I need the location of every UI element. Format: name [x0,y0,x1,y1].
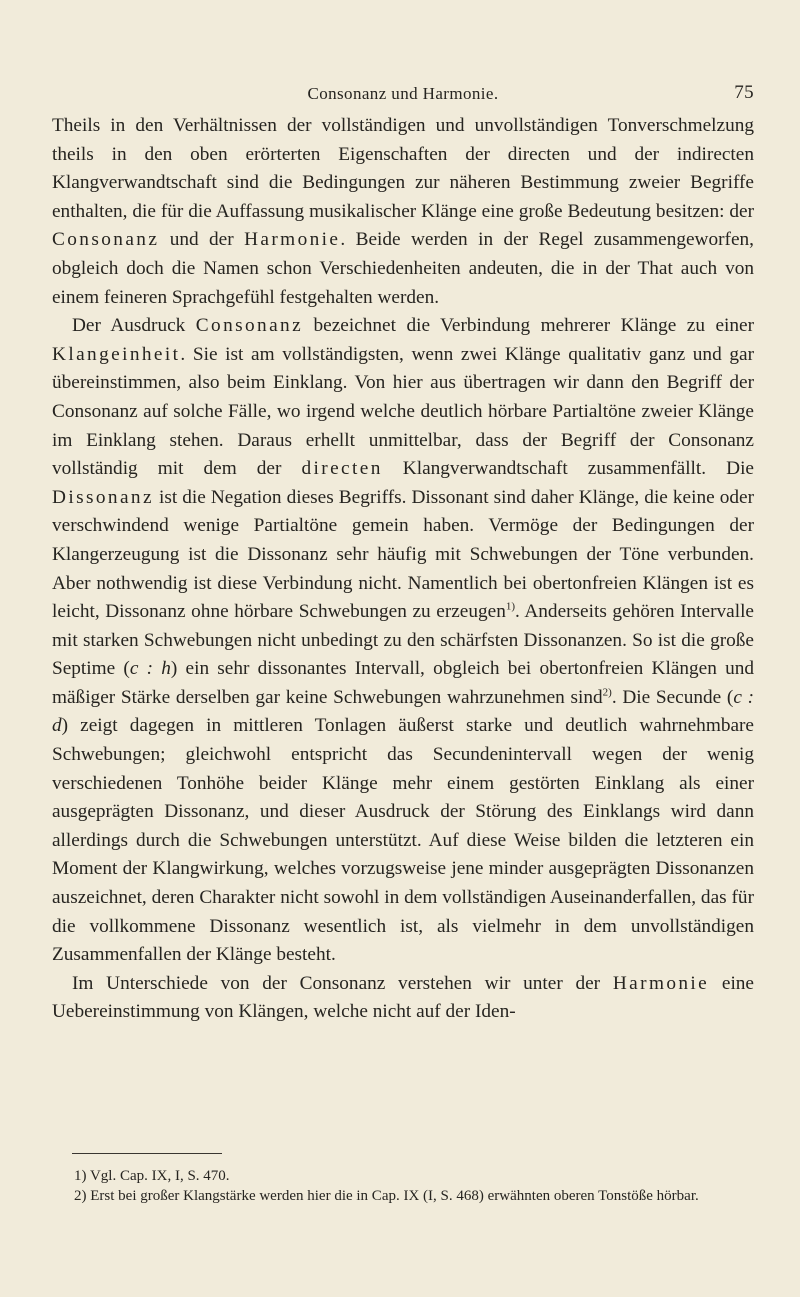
body-text [52,112,754,1027]
spaced-term: Harmonie [612,972,710,994]
spaced-term: directen [301,458,383,480]
italic-term: c : d [52,686,754,737]
spaced-term: Harmonie [244,229,341,251]
running-title: Consonanz und Harmonie. [307,84,499,103]
spaced-term: Dissonanz [52,486,154,508]
footnotes [52,1166,754,1206]
text-run: ) ein sehr dissonantes Intervall, obgleich bei obertonfreien Klängen und mäßiger Stärke derselben gar keine Schwebungen wahrzunehmen sind [52,658,754,708]
text-run: ) zeigt dagegen in mittleren Tonlagen äußerst starke und deutlich wahrnehmbare Schwebungen; gleichwohl entspricht das Secundenintervall wegen der wenig verschiedenen Tonhöhe beider Klänge mehr einem gestörten Einklang als einer ausgeprägten Dissonanz, und dieser Ausdruck der Störung des Einklangs wird dann allerdings durch die Schwebungen unterstützt. Auf diese Weise bilden die letzteren ein Moment der Klangwirkung, welches vorzugsweise jene minder ausgeprägten Dissonanzen auszeichnet, deren Charakter nicht sowohl in dem vollständigen Auseinanderfallen, das für die vollkommene Dissonanz wesentlich ist, als vielmehr in dem unvollständigen Zusammenfallen der Klänge besteht. [52,715,754,966]
page-number: 75 [734,82,754,103]
footnote-2: 2) Erst bei großer Klangstärke werden hier die in Cap. IX (I, S. 468) erwähnten oberen Tonstöße hörbar. [74,1188,699,1204]
running-header [52,84,754,108]
text-run: . Sie ist am vollständigsten, wenn zwei Klänge qualitativ ganz und gar übereinstimmen, also beim Einklang. Von hier aus übertragen wir dann den Begriff der Consonanz auf solche Fälle, wo irgend welche deutlich hörbare Partialtöne zweier Klänge im Einklang stehen. Daraus erhellt unmittelbar, dass der Begriff der Consonanz vollständig mit dem der [52,343,754,480]
footnote-rule [72,1153,222,1154]
paragraph-2 [52,312,754,970]
paragraph-1 [52,112,754,312]
text-run: . Beide werden in der Regel zusammengeworfen, obgleich doch die Namen schon Verschiedenheiten andeuten, die in der That auch von einem feineren Sprachgefühl festgehalten werden. [52,229,754,308]
paragraph-3 [52,970,754,1027]
text-run: Klangverwandtschaft zusammenfällt. Die [382,458,754,480]
spaced-term: Consonanz [195,315,304,337]
text-run: eine Uebereinstimmung von Klängen, welche nicht auf der Iden- [52,972,754,1023]
text-run: Im Unterschiede von der Consonanz verstehen wir unter der [72,972,613,994]
spaced-term: Klangeinheit [52,343,181,365]
text-run: und der [159,229,245,251]
spaced-term: Consonanz [52,229,160,251]
footnote-ref: 1) [505,600,516,613]
text-run: . Anderseits gehören Intervalle mit starken Schwebungen nicht unbedingt zu den schärfsten Dissonanzen. So ist die große Septime ( [52,601,754,680]
text-run: Theils in den Verhältnissen der vollständigen und unvollständigen Tonverschmelzung theils in den oben erörterten Eigenschaften der directen und der indirecten Klangverwandtschaft sind die Bedingungen zur näheren Bestimmung zweier Begriffe enthalten, die für die Auffassung musikalischer Klänge eine große Bedeutung besitzen: der [52,115,754,222]
text-run: bezeichnet die Verbindung mehrerer Klänge zu einer [303,315,754,337]
footnote-1: 1) Vgl. Cap. IX, I, S. 470. [74,1168,230,1184]
text-run: . Die Secunde ( [611,686,734,708]
footnote-ref: 2) [602,686,612,699]
text-run: Der Ausdruck [72,315,196,337]
italic-term: c : h [129,658,171,680]
text-run: ist die Negation dieses Begriffs. Dissonant sind daher Klänge, die keine oder verschwindend wenige Partialtöne gemein haben. Vermöge der Bedingungen der Klangerzeugung ist die Dissonanz sehr häufig mit Schwebungen der Töne verbunden. Aber nothwendig ist diese Verbindung nicht. Namentlich bei obertonfreien Klängen ist es leicht, Dissonanz ohne hörbare Schwebungen zu erzeugen [52,486,754,623]
